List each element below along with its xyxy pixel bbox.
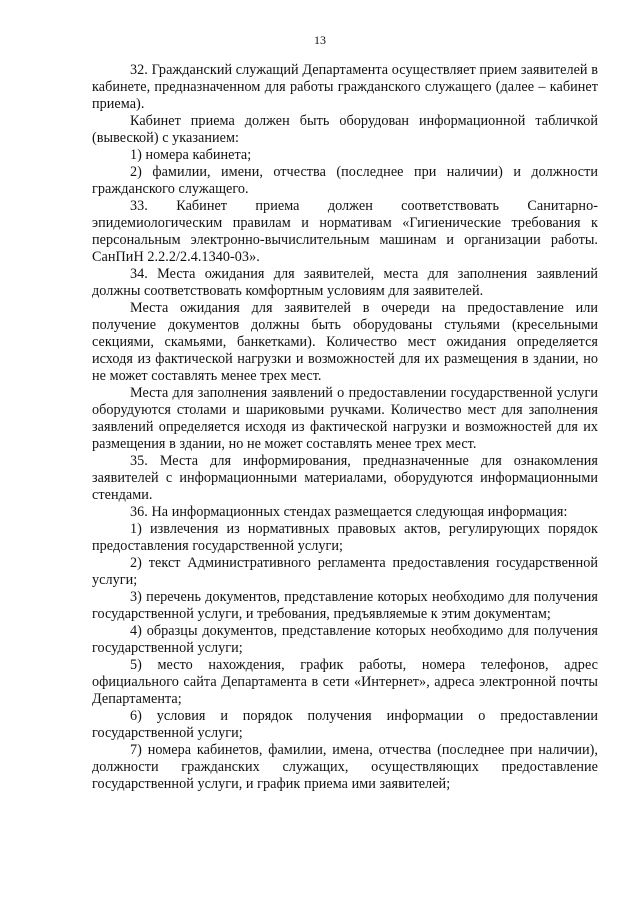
list-item-staff-schedule: 7) номера кабинетов, фамилии, имена, отчества (последнее при наличии), должности гражданских служащих, осуществляющих предоставление государственной услуги, и график приема ими заявителей;: [92, 742, 598, 792]
paragraph-sign-requirements: Кабинет приема должен быть оборудован информационной табличкой (вывеской) с указанием:: [92, 113, 598, 146]
paragraph-waiting-places: Места ожидания для заявителей в очереди на предоставление или получение документов должны быть оборудованы стульями (кресельными секциями, скамьями, банкетками). Количество мест ожидания определяется исходя из фактической нагрузки и возможностей для их размещения в здании, но не может составлять менее трех мест.: [92, 300, 598, 384]
list-item-document-list: 3) перечень документов, представление которых необходимо для получения государственной услуги, и требования, предъявляемые к этим документам;: [92, 589, 598, 622]
paragraph-filling-places: Места для заполнения заявлений о предоставлении государственной услуги оборудуются столами и шариковыми ручками. Количество мест для заполнения заявлений определяется исходя из фактической нагрузки и возможностей для их размещения в здании, но не может составлять менее трех мест.: [92, 385, 598, 452]
list-item-info-procedure: 6) условия и порядок получения информации о предоставлении государственной услуги;: [92, 708, 598, 741]
paragraph-36: 36. На информационных стендах размещается следующая информация:: [130, 504, 568, 520]
paragraph-34: 34. Места ожидания для заявителей, места для заполнения заявлений должны соответствовать комфортным условиям для заявителей.: [92, 266, 598, 299]
list-item-room-number: 1) номера кабинета;: [130, 147, 252, 163]
page-number: 13: [314, 33, 326, 47]
page-body: [92, 62, 598, 793]
paragraph-35: 35. Места для информирования, предназначенные для ознакомления заявителей с информационными материалами, оборудуются информационными стендами.: [92, 453, 598, 503]
list-item-employee-name: 2) фамилии, имени, отчества (последнее при наличии) и должности гражданского служащего.: [92, 164, 598, 197]
paragraph-33: 33. Кабинет приема должен соответствовать Санитарно-эпидемиологическим правилам и нормативам «Гигиенические требования к персональным электронно-вычислительным машинам и организации работы. СанПиН 2.2.2/2.4.1340-03».: [92, 198, 598, 265]
list-item-regulation-text: 2) текст Административного регламента предоставления государственной услуги;: [92, 555, 598, 588]
list-item-contact-info: 5) место нахождения, график работы, номера телефонов, адрес официального сайта Департамента в сети «Интернет», адреса электронной почты Департамента;: [92, 657, 598, 707]
paragraph-32: 32. Гражданский служащий Департамента осуществляет прием заявителей в кабинете, предназначенном для работы гражданского служащего (далее – кабинет приема).: [92, 62, 598, 112]
list-item-document-samples: 4) образцы документов, представление которых необходимо для получения государственной услуги;: [92, 623, 598, 656]
list-item-legal-extracts: 1) извлечения из нормативных правовых актов, регулирующих порядок предоставления государственной услуги;: [92, 521, 598, 554]
